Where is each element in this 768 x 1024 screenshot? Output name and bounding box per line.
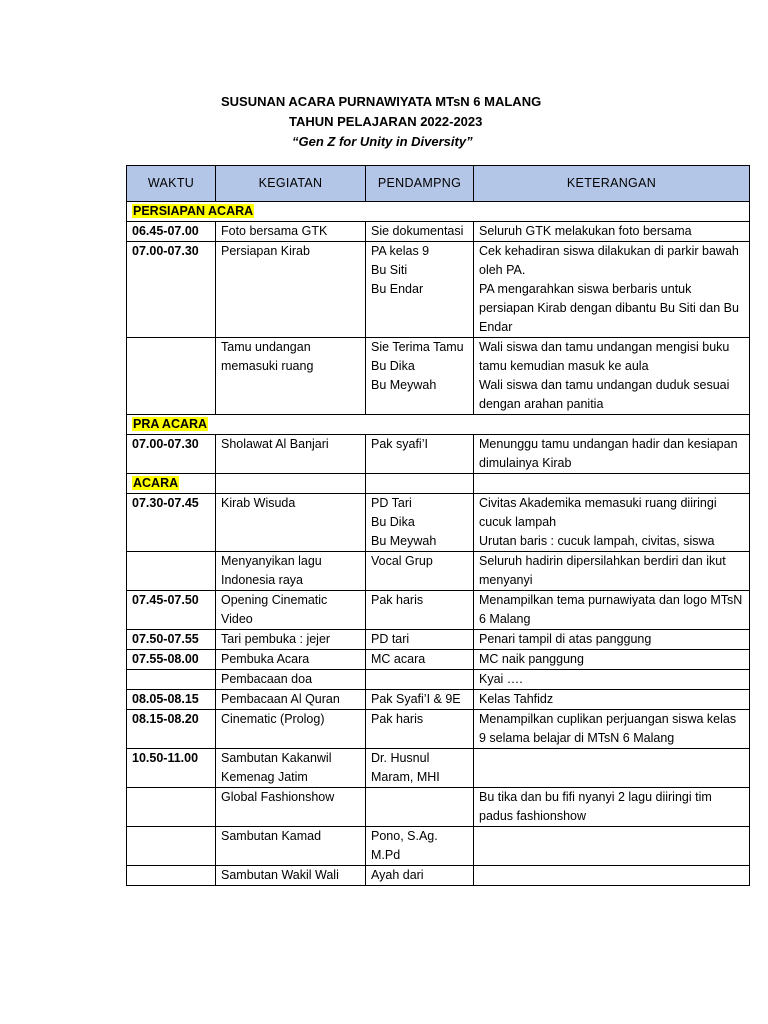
cell-waktu: 07.30-07.45 (127, 494, 216, 552)
col-header-pendamping: PENDAMPNG (366, 166, 474, 202)
cell-line: Bu Meywah (371, 534, 437, 548)
table-row (127, 552, 750, 591)
cell-line: PD Tari (371, 496, 412, 510)
doc-theme: “Gen Z for Unity in Diversity” (292, 134, 473, 149)
cell-kegiatan: Sholawat Al Banjari (216, 435, 366, 474)
cell-waktu (127, 827, 216, 866)
cell-keterangan: Menampilkan cuplikan perjuangan siswa kelas 9 selama belajar di MTsN 6 Malang (474, 710, 750, 749)
cell-kegiatan: Global Fashionshow (216, 788, 366, 827)
table-row (127, 827, 750, 866)
cell-pendamping: Pak syafi’I (366, 435, 474, 474)
cell-kegiatan: Sambutan Wakil Wali (216, 866, 366, 886)
table-row (127, 690, 750, 710)
cell-pendamping: Pak haris (366, 710, 474, 749)
cell-pendamping (366, 670, 474, 690)
cell-waktu (127, 670, 216, 690)
cell-waktu (127, 788, 216, 827)
table-row (127, 222, 750, 242)
cell-pendamping: MC acara (366, 650, 474, 670)
table-row (127, 670, 750, 690)
table-row (127, 630, 750, 650)
cell-line: Cek kehadiran siswa dilakukan di parkir bawah oleh PA. (479, 244, 739, 277)
cell-line: Wali siswa dan tamu undangan duduk sesuai dengan arahan panitia (479, 378, 730, 411)
cell-keterangan (474, 494, 750, 552)
cell-pendamping (366, 494, 474, 552)
cell-kegiatan: Tamu undangan memasuki ruang (216, 338, 366, 415)
table-row (127, 338, 750, 415)
cell-waktu: 08.15-08.20 (127, 710, 216, 749)
cell-pendamping: Pak haris (366, 591, 474, 630)
doc-title: SUSUNAN ACARA PURNAWIYATA MTsN 6 MALANG (221, 94, 542, 109)
cell-kegiatan: Foto bersama GTK (216, 222, 366, 242)
table-row (127, 788, 750, 827)
cell-kegiatan: Kirab Wisuda (216, 494, 366, 552)
table-row (127, 749, 750, 788)
cell-keterangan: Seluruh hadirin dipersilahkan berdiri dan ikut menyanyi (474, 552, 750, 591)
cell-line: PA kelas 9 (371, 244, 430, 258)
cell-kegiatan: Pembacaan Al Quran (216, 690, 366, 710)
cell-kegiatan: Sambutan Kakanwil Kemenag Jatim (216, 749, 366, 788)
document-header (0, 92, 768, 152)
cell-keterangan: Penari tampil di atas panggung (474, 630, 750, 650)
section-row-acara (127, 474, 750, 494)
table-row (127, 866, 750, 886)
cell-kegiatan: Pembuka Acara (216, 650, 366, 670)
cell-keterangan: MC naik panggung (474, 650, 750, 670)
section-row-pra (127, 415, 750, 435)
table-row (127, 710, 750, 749)
cell-pendamping (366, 338, 474, 415)
section-label-pra: PRA ACARA (133, 417, 208, 431)
table-header-row (127, 166, 750, 202)
cell-keterangan (474, 866, 750, 886)
cell-waktu (127, 338, 216, 415)
cell-line: Bu Endar (371, 282, 424, 296)
cell-kegiatan: Pembacaan doa (216, 670, 366, 690)
cell-waktu: 07.50-07.55 (127, 630, 216, 650)
section-label-acara: ACARA (133, 476, 179, 490)
cell-line: PA mengarahkan siswa berbaris untuk persiapan Kirab dengan dibantu Bu Siti dan Bu Endar (479, 282, 739, 334)
cell-pendamping: Vocal Grup (366, 552, 474, 591)
cell-waktu: 07.00-07.30 (127, 242, 216, 338)
cell-waktu: 10.50-11.00 (127, 749, 216, 788)
cell-keterangan: Kelas Tahfidz (474, 690, 750, 710)
cell-kegiatan: Tari pembuka : jejer (216, 630, 366, 650)
cell-waktu: 07.45-07.50 (127, 591, 216, 630)
cell-pendamping (366, 788, 474, 827)
cell-line: Bu Dika (371, 359, 415, 373)
table-row (127, 435, 750, 474)
cell-pendamping: Sie dokumentasi (366, 222, 474, 242)
cell-waktu: 07.00-07.30 (127, 435, 216, 474)
section-label-persiapan: PERSIAPAN ACARA (133, 204, 254, 218)
cell-kegiatan: Persiapan Kirab (216, 242, 366, 338)
cell-keterangan (474, 827, 750, 866)
cell-keterangan: Kyai …. (474, 670, 750, 690)
cell-keterangan (474, 338, 750, 415)
col-header-keterangan: KETERANGAN (474, 166, 750, 202)
cell-kegiatan: Sambutan Kamad (216, 827, 366, 866)
cell-keterangan (474, 242, 750, 338)
col-header-waktu: WAKTU (127, 166, 216, 202)
table-row (127, 650, 750, 670)
cell-pendamping: Dr. Husnul Maram, MHI (366, 749, 474, 788)
cell-keterangan (474, 749, 750, 788)
cell-kegiatan: Opening Cinematic Video (216, 591, 366, 630)
table-row (127, 494, 750, 552)
cell-line: Sie Terima Tamu (371, 340, 464, 354)
cell-pendamping (366, 242, 474, 338)
table-row (127, 242, 750, 338)
doc-subtitle-year: TAHUN PELAJARAN 2022-2023 (289, 114, 483, 129)
cell-line: Bu Meywah (371, 378, 437, 392)
cell-waktu: 06.45-07.00 (127, 222, 216, 242)
cell-waktu: 07.55-08.00 (127, 650, 216, 670)
cell-waktu (127, 552, 216, 591)
cell-waktu (127, 866, 216, 886)
table-row (127, 591, 750, 630)
cell-line: Civitas Akademika memasuki ruang diiringi cucuk lampah (479, 496, 717, 529)
cell-line: Bu Siti (371, 263, 408, 277)
cell-waktu: 08.05-08.15 (127, 690, 216, 710)
cell-keterangan: Bu tika dan bu fifi nyanyi 2 lagu diiringi tim padus fashionshow (474, 788, 750, 827)
cell-line: Bu Dika (371, 515, 415, 529)
cell-kegiatan: Menyanyikan lagu Indonesia raya (216, 552, 366, 591)
cell-keterangan: Menampilkan tema purnawiyata dan logo MTsN 6 Malang (474, 591, 750, 630)
cell-pendamping: Pak Syafi’I & 9E (366, 690, 474, 710)
cell-pendamping: Ayah dari (366, 866, 474, 886)
cell-pendamping: PD tari (366, 630, 474, 650)
section-row-persiapan (127, 202, 750, 222)
agenda-table (126, 165, 750, 886)
cell-pendamping: Pono, S.Ag. M.Pd (366, 827, 474, 866)
col-header-kegiatan: KEGIATAN (216, 166, 366, 202)
cell-line: Wali siswa dan tamu undangan mengisi buku tamu kemudian masuk ke aula (479, 340, 730, 373)
cell-line: Urutan baris : cucuk lampah, civitas, siswa (479, 534, 715, 548)
cell-keterangan: Menunggu tamu undangan hadir dan kesiapan dimulainya Kirab (474, 435, 750, 474)
cell-keterangan: Seluruh GTK melakukan foto bersama (474, 222, 750, 242)
cell-kegiatan: Cinematic (Prolog) (216, 710, 366, 749)
